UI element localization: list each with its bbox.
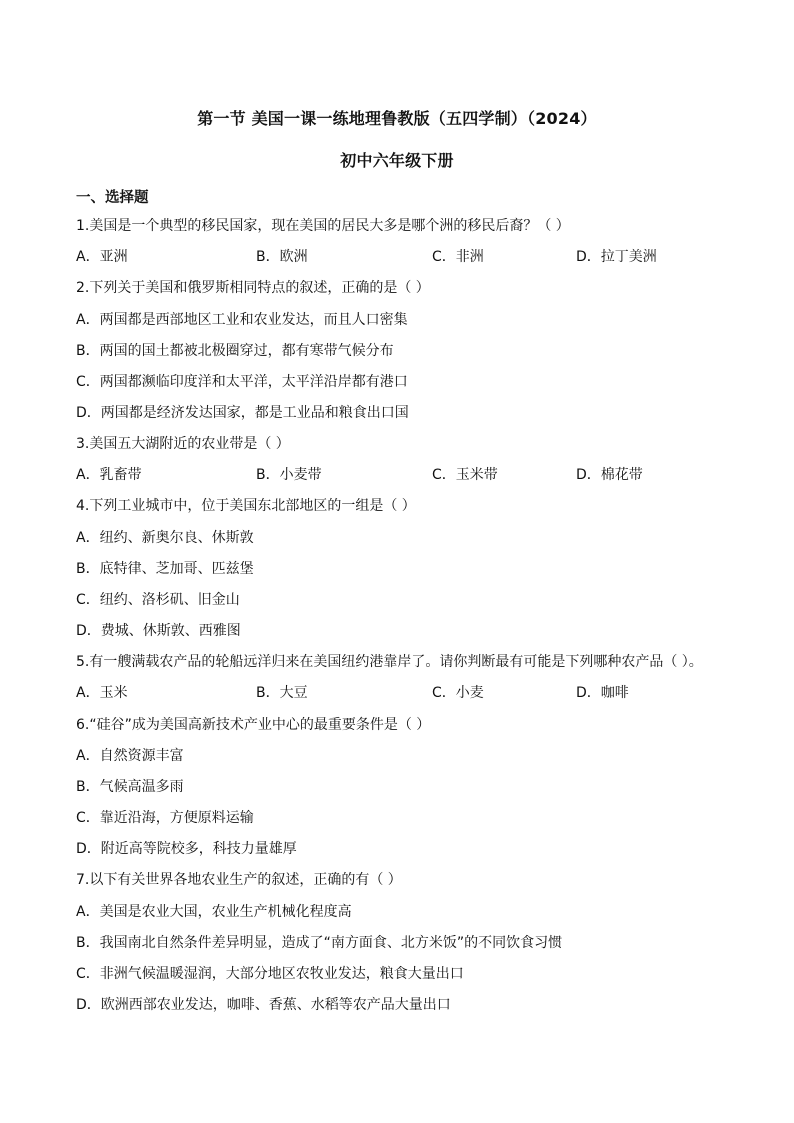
question-7-stem: 7.以下有关世界各地农业生产的叙述，正确的有（ ） [76,872,402,888]
question-6-option-d: D．附近高等院校多，科技力量雄厚 [76,841,297,857]
question-6-option-a: A．自然资源丰富 [76,748,184,764]
question-1-option-c: C．非洲 [432,249,484,265]
question-3-option-b: B．小麦带 [256,467,322,483]
question-6-stem: 6.“硅谷”成为美国高新技术产业中心的最重要条件是（ ） [76,717,431,733]
question-2-stem: 2.下列关于美国和俄罗斯相同特点的叙述，正确的是（ ） [76,280,430,296]
question-1-option-d: D．拉丁美洲 [576,249,657,265]
question-7-option-b: B．我国南北自然条件差异明显，造成了“南方面食、北方米饭”的不同饮食习惯 [76,935,563,951]
question-2-option-c: C．两国都濒临印度洋和太平洋，太平洋沿岸都有港口 [76,374,408,390]
question-5-option-c: C．小麦 [432,685,484,701]
question-2-option-b: B．两国的国土都被北极圈穿过，都有寒带气候分布 [76,343,394,359]
question-2-option-a: A．两国都是西部地区工业和农业发达，而且人口密集 [76,312,408,328]
question-7-option-c: C．非洲气候温暖湿润，大部分地区农牧业发达，粮食大量出口 [76,966,464,982]
question-2-option-d: D．两国都是经济发达国家，都是工业品和粮食出口国 [76,405,409,421]
question-5-options [76,684,736,702]
question-1-options [76,248,736,266]
question-4-option-b: B．底特律、芝加哥、匹兹堡 [76,561,254,577]
question-5-option-d: D．咖啡 [576,685,629,701]
question-7-option-d: D．欧洲西部农业发达，咖啡、香蕉、水稻等农产品大量出口 [76,997,451,1013]
question-5-option-a: A．玉米 [76,685,128,701]
question-1-stem: 1.美国是一个典型的移民国家，现在美国的居民大多是哪个洲的移民后裔？（ ） [76,218,570,234]
question-1-option-b: B．欧洲 [256,249,308,265]
question-3-option-d: D．棉花带 [576,467,643,483]
page-subtitle: 初中六年级下册 [340,151,454,170]
question-1-option-a: A．亚洲 [76,249,128,265]
question-7-option-a: A．美国是农业大国，农业生产机械化程度高 [76,904,352,920]
page-title: 第一节 美国一课一练地理鲁教版（五四学制）（2024） [197,109,597,128]
question-3-option-c: C．玉米带 [432,467,498,483]
question-4-option-c: C．纽约、洛杉矶、旧金山 [76,592,240,608]
question-3-options [76,466,736,484]
question-3-stem: 3.美国五大湖附近的农业带是（ ） [76,436,290,452]
section-heading: 一、选择题 [76,190,149,206]
question-4-option-a: A．纽约、新奥尔良、休斯敦 [76,530,254,546]
question-3-option-a: A．乳畜带 [76,467,142,483]
question-4-stem: 4.下列工业城市中，位于美国东北部地区的一组是（ ） [76,498,416,514]
question-5-option-b: B．大豆 [256,685,308,701]
question-6-option-b: B．气候高温多雨 [76,779,184,795]
question-6-option-c: C．靠近沿海，方便原料运输 [76,810,254,826]
question-5-stem: 5.有一艘满载农产品的轮船远洋归来在美国纽约港靠岸了。请你判断最有可能是下列哪种农产品（ ）。 [76,654,703,670]
question-4-option-d: D．费城、休斯敦、西雅图 [76,623,241,639]
